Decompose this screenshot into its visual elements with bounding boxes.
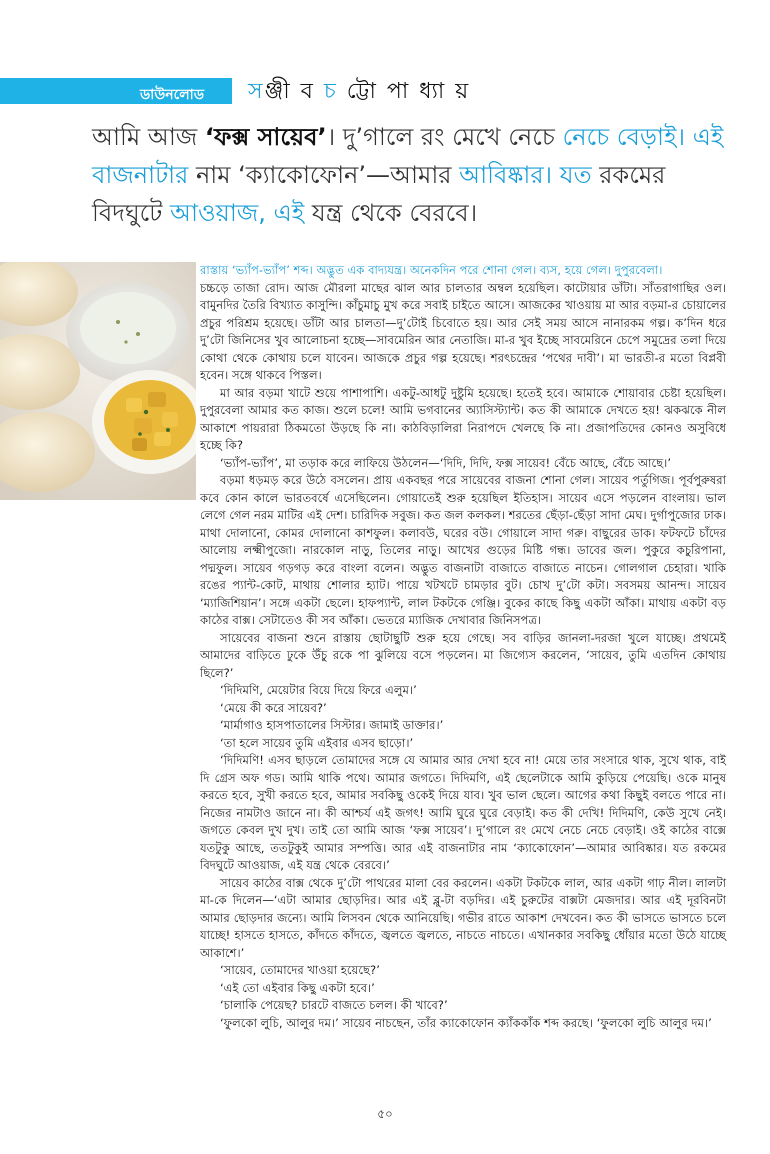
paragraph: ‘তা হলে সায়েব তুমি এইবার এসব ছাড়ো।’: [220, 735, 414, 750]
paragraph: ‘চালাকি পেয়েছ? চারটে বাজতে চলল। কী খাবে?’: [220, 998, 448, 1012]
author-part-1: ঞ্জী ব: [264, 79, 324, 104]
paragraph: ‘দিদিমণি! এসব ছাড়লে তোমাদের সঙ্গে যে আমার আর দেখা হবে না! মেয়ে তার সংসারে থাক, সুখে থাক, বাই দি গ্রেস অফ গড। আমি থাকি পথে। আমার জগতে। দিদিমণি, এই ছেলেটাকে আমি কুড়িয়ে পেয়েছি। ওকে মানুষ করতে হবে, সুখী করতে হবে, আমার সবকিছু ওকেই দিয়ে যাব। খুব ভাল ছেলে। আগের কথা কিছুই বলতে পারে না। নিজের নামটাও জানে না। কী আশ্চর্য এই জগৎ! আমি ঘুরে ঘুরে বেড়াই। কত কী দেখি! দিদিমণি, কেউ সুখে নেই। জগতে কেবল দুখ দুখ। তাই তো আমি আজ ‘ফক্স সায়েব’। দু’গালে রং মেখে নেচে নেচে বেড়াই। ওই কাঠের বাক্সে যতটুকু আছে, ততটুকুই আমার সম্পত্তি। আর এই বাজনাটার নাম ‘ক্যাকোফোন’—আমার আবিষ্কার। যত রকমের বিদঘুটে আওয়াজ, এই যন্ত্র থেকে বেরবে।’: [200, 753, 726, 872]
author-initial-s: স: [248, 79, 265, 104]
paragraph: ‘ভ্যাঁপ-ভ্যাঁপ’, মা তড়াক করে লাফিয়ে উঠলেন—‘দিদি, দিদি, ফক্স সায়েব! বেঁচে আছে, বেঁচে আছে।’: [220, 455, 672, 470]
paragraph: বড়মা ধড়মড় করে উঠে বসলেন। প্রায় একবছর পরে সায়েবের বাজনা শোনা গেল। সায়েব পর্তুগিজ। পূর্বপুরুষরা কবে কোন কালে ভারতবর্ষে এসেছিলেন। গোয়াতেই শুরু হয়েছিল ইতিহাস। সায়েব এসে পড়লেন বাংলায়। ভাল লেগে গেল নরম মাটির এই দেশ। চারিদিক সবুজ। কত জল কলকল। শরতের ছেঁড়া-ছেঁড়া সাদা মেঘ। দুর্গাপুজোর ঢাক। মাথা দোলানো, কোমর দোলানো কাশফুল। কলাবউ, ঘরের বউ। গোয়ালে সাদা গরু। বাছুরের ডাক। ফটফটে চাঁদের আলোয় লক্ষ্মীপুজো। নারকোল নাড়ু, তিলের নাড়ু। আখের গুড়ের মিষ্টি গন্ধ। ডাবের জল। পুকুরে কচুরিপানা, পদ্মফুল। সায়েব গড়গড় করে বাংলা বলেন। অদ্ভুত বাজনাটা বাজাতে বাজাতে নাচেন। গোলগাল চেহারা। খাকি রঙের প্যান্ট-কোট, মাথায় শোলার হ্যাট। পায়ে খটখটে চামড়ার বুট। চোখ দু’টো কটা। সবসময় আনন্দ। সায়েব ‘ম্যাজিশিয়ান’। সঙ্গে একটা ছেলে। হাফপ্যান্ট, লাল টকটকে গেঞ্জি। বুকের কাছে কিছু একটা আঁকা। মাথায় একটা বড় কাঠের বাক্স। সেটাতেও কী সব আঁকা। ভেতরে ম্যাজিক দেখাবার জিনিসপত্র।: [200, 473, 726, 627]
paragraph: ‘সায়েব, তোমাদের খাওয়া হয়েছে?’: [220, 963, 380, 977]
article-body: [200, 262, 726, 1032]
pull-text: আমি আজ: [92, 123, 205, 151]
pull-highlight: আবিষ্কার। যত: [459, 161, 592, 189]
paragraph: সায়েবের বাজনা শুনে রাস্তায় ছোটাছুটি শুরু হয়ে গেছে। সব বাড়ির জানলা-দরজা খুলে যাচ্ছে। প্রথমেই আমাদের বাড়িতে ঢুকে উঁচু রকে পা ঝুলিয়ে বসে পড়লেন। মা জিগ্যেস করলেন, ‘সায়েব, তুমি এতদিন কোথায় ছিলে?’: [200, 630, 726, 680]
author-name: [248, 74, 470, 111]
luchi-alur-dom-image: [0, 262, 196, 500]
paragraph: [200, 262, 726, 280]
paragraph: সায়েব কাঠের বাক্স থেকে দু’টো পাথরের মালা বের করলেন। একটা টকটকে লাল, আর একটা গাঢ় নীল। লালটা মা-কে দিলেন—‘এটা আমার ছোড়দির। আর এই ব্লু-টা বড়দির। এই চুরুটের বাক্সটা মেজদার। আর এই দূরবিনটা আমার ছোড়দার জন্যে। আমি লিসবন থেকে আনিয়েছি। গভীর রাতে আকাশ দেখবেন। কত কী ভাসতে ভাসতে চলে যাচ্ছে! হাসতে হাসতে, কাঁদতে কাঁদতে, জ্বলতে জ্বলতে, নাচতে নাচতে। এখানকার সবকিছু ধোঁয়ার মতো উঠে যাচ্ছে আকাশে।’: [200, 875, 726, 960]
paragraph: চচ্চড়ে তাজা রোদ। আজ মৌরলা মাছের ঝাল আর চালতার অম্বল হয়েছিল। কাটোয়ার ডাঁটা। সাঁতরাগাছির ওল। বামুনদির তৈরি বিখ্যাত কাসুন্দি। কাঁচুমাচু মুখ করে সবাই চাইতে আসে। আজকের খাওয়ায় মা আর বড়মা-র চোয়ালের প্রচুর পরিশ্রম হয়েছে। ডাঁটা আর চালতা—দু’টোই চিবোতে হয়। আর সেই সময় আসে নানারকম গল্প। ক’দিন ধরে দু’টো জিনিসের খুব আলোচনা হচ্ছে—সাবমেরিন আর নেতাজি। মা-র খুব ইচ্ছে সাবমেরিনে চেপে সমুদ্রের তলা দিয়ে কোথা থেকে কোথায় চলে যাবেন। আজকে প্রচুর গল্প হয়েছে। শরৎচন্দ্রের ‘পথের দাবী’। মা ভারতী-র মতো বিপ্লবী হবেন। সঙ্গে থাকবে পিস্তল।: [200, 280, 726, 382]
paragraph: মা আর বড়মা খাটে শুয়ে পাশাপাশি। একটু-আধটু দুষ্টুমি হয়েছে। হতেই হবে। আমাকে শোয়াবার চেষ্টা হয়েছিল। দুপুরবেলা আমার কত কাজ। শুলে চলে! আমি ভগবানের অ্যাসিস্ট্যান্ট। কত কী আমাকে দেখতে হয়! ঝকঝকে নীল আকাশে পায়রারা ঠিকমতো উড়ছে কি না। কাঠবিড়ালিরা নিরাপদে খেলছে কি না। প্রজাপতিদের কোনও অসুবিধে হচ্ছে কি?: [200, 385, 726, 452]
lead-sentence: রাস্তায় ‘ভ্যাঁপ-ভ্যাঁপ’ শব্দ। অদ্ভুত এক বাদ্যযন্ত্র। অনেকদিন পরে শোনা গেল। ব্যস, হয়ে গেল। দুপুরবেলা।: [200, 263, 663, 277]
pull-text: যন্ত্র থেকে বেরবে।: [304, 199, 478, 227]
paragraph: ‘ফুলকো লুচি, আলুর দম।’ সায়েব নাচছেন, তাঁর ক্যাকোফোন ক্যাঁককাঁক শব্দ করছে। ‘ফুলকো লুচি আলুর দম।’: [220, 1015, 712, 1030]
paragraph: ‘এই তো এইবার কিছু একটা হবে।’: [220, 980, 375, 995]
pull-quote: [92, 118, 742, 232]
pull-highlight: নেচে বেড়াই। এই বাজনাটার: [92, 123, 724, 189]
pull-text: । দু’গালে রং মেখে নেচে: [326, 123, 563, 151]
paragraph: ‘মেয়ে কী করে সায়েব?’: [220, 700, 327, 715]
food-photo: [0, 262, 196, 500]
paragraph: ‘মার্মাগাও হাসপাতালের সিস্টার। জামাই ডাক্তার।’: [220, 718, 444, 732]
page-number: ৫০: [377, 1107, 393, 1121]
author-part-2: ট্টো পা ধ্যা য়: [337, 79, 471, 104]
pull-text: রকমের বিদঘুটে: [92, 161, 666, 227]
pull-highlight: আওয়াজ, এই: [170, 199, 305, 227]
author-initial-c: চ: [323, 79, 338, 104]
pull-text: ‘ফক্স সায়েব’: [204, 123, 327, 151]
pull-text: নাম ‘ক্যাকোফোন’—আমার: [188, 161, 460, 189]
paragraph: ‘দিদিমণি, মেয়েটার বিয়ে দিয়ে ফিরে এলুম।’: [220, 683, 417, 697]
section-label: ডাউনলোড: [140, 87, 205, 103]
